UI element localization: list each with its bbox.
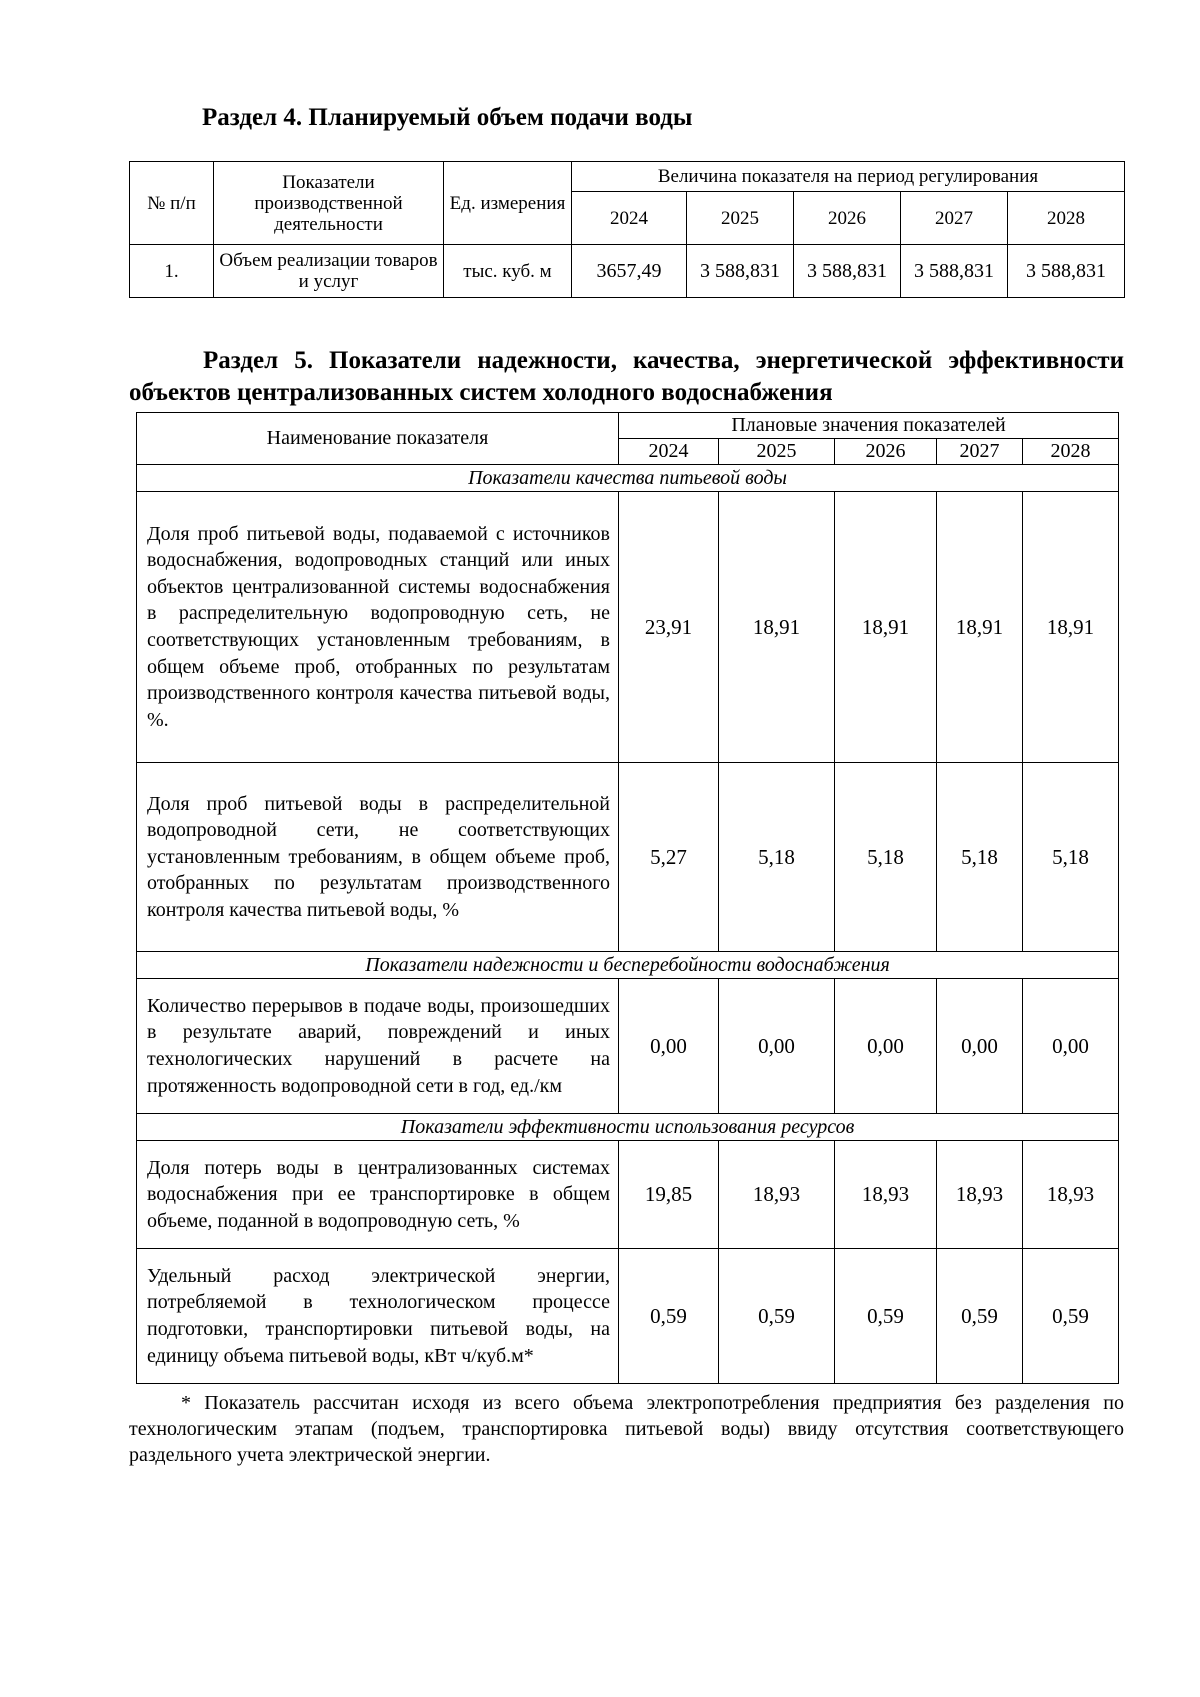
indicator-value: 0,00 [619,979,719,1114]
section4-title: Раздел 4. Планируемый объем подачи воды [202,104,693,131]
indicator-description: Доля потерь воды в централизованных системах водоснабжения при ее транспортировке в общем объеме, поданной в водопроводную сеть, % [137,1141,619,1249]
indicator-value: 18,93 [1023,1141,1119,1249]
row-value: 3 588,831 [1008,245,1125,298]
header-year: 2026 [835,439,937,465]
indicator-value: 18,93 [937,1141,1023,1249]
indicator-value: 0,00 [835,979,937,1114]
group-title: Показатели эффективности использования ресурсов [137,1114,1119,1141]
section5-title: Раздел 5. Показатели надежности, качества, энергетической эффективности объектов централизованных систем холодного водоснабжения [129,347,1124,406]
header-year: 2025 [719,439,835,465]
header-year: 2026 [794,192,901,245]
indicator-value: 18,93 [835,1141,937,1249]
header-year: 2028 [1008,192,1125,245]
table-row [137,1141,1119,1249]
indicator-value: 5,18 [1023,763,1119,952]
section5-table [136,412,1119,1384]
header-year: 2025 [687,192,794,245]
row-value: 3 588,831 [901,245,1008,298]
indicator-value: 0,59 [719,1249,835,1384]
header-year: 2028 [1023,439,1119,465]
header-year: 2027 [937,439,1023,465]
indicator-value: 18,93 [719,1141,835,1249]
table-row [130,245,1125,298]
indicator-description: Доля проб питьевой воды, подаваемой с источников водоснабжения, водопроводных станций или иных объектов централизованной системы водоснабжения в распределительную водопроводную сеть, не соответствующих установленным требованиям, в общем объеме проб, отобранных по результатам производственного контроля качества питьевой воды, %. [137,492,619,763]
indicator-value: 23,91 [619,492,719,763]
indicator-value: 18,91 [937,492,1023,763]
header-name: Наименование показателя [137,413,619,465]
indicator-value: 5,18 [835,763,937,952]
indicator-value: 0,59 [619,1249,719,1384]
row-unit: тыс. куб. м [444,245,572,298]
header-planned: Плановые значения показателей [619,413,1119,439]
header-num: № п/п [130,162,214,245]
row-value: 3 588,831 [794,245,901,298]
indicator-value: 18,91 [835,492,937,763]
indicator-value: 0,00 [719,979,835,1114]
indicator-value: 0,00 [937,979,1023,1114]
indicator-value: 18,91 [719,492,835,763]
indicator-value: 19,85 [619,1141,719,1249]
header-year: 2024 [572,192,687,245]
indicator-value: 5,27 [619,763,719,952]
row-value: 3 588,831 [687,245,794,298]
row-num: 1. [130,245,214,298]
table-row [137,763,1119,952]
indicator-value: 0,59 [1023,1249,1119,1384]
table-row [137,492,1119,763]
footnote: * Показатель рассчитан исходя из всего объема электропотребления предприятия без разделения по технологическим этапам (подъем, транспортировка питьевой воды) ввиду отсутствия соответствующего раздельного учета электрической энергии. [129,1392,1124,1466]
row-value: 3657,49 [572,245,687,298]
indicator-description: Количество перерывов в подаче воды, произошедших в результате аварий, повреждений и иных технологических нарушений в расчете на протяженность водопроводной сети в год, ед./км [137,979,619,1114]
row-indicator: Объем реализации товаров и услуг [214,245,444,298]
table-row [137,979,1119,1114]
section4-table [129,161,1125,298]
indicator-description: Удельный расход электрической энергии, потребляемой в технологическом процессе подготовки, транспортировки питьевой воды, на единицу объема питьевой воды, кВт ч/куб.м* [137,1249,619,1384]
header-year: 2027 [901,192,1008,245]
indicator-value: 18,91 [1023,492,1119,763]
group-title: Показатели качества питьевой воды [137,465,1119,492]
indicator-value: 0,00 [1023,979,1119,1114]
table-row [137,1249,1119,1384]
indicator-description: Доля проб питьевой воды в распределительной водопроводной сети, не соответствующих установленным требованиям, в общем объеме проб, отобранных по результатам производственного контроля качества питьевой воды, % [137,763,619,952]
indicator-value: 5,18 [937,763,1023,952]
header-unit: Ед. измерения [444,162,572,245]
header-year: 2024 [619,439,719,465]
indicator-value: 0,59 [835,1249,937,1384]
group-title: Показатели надежности и бесперебойности водоснабжения [137,952,1119,979]
indicator-value: 5,18 [719,763,835,952]
indicator-value: 0,59 [937,1249,1023,1384]
header-indicator: Показатели производственной деятельности [214,162,444,245]
header-period: Величина показателя на период регулирования [572,162,1125,192]
